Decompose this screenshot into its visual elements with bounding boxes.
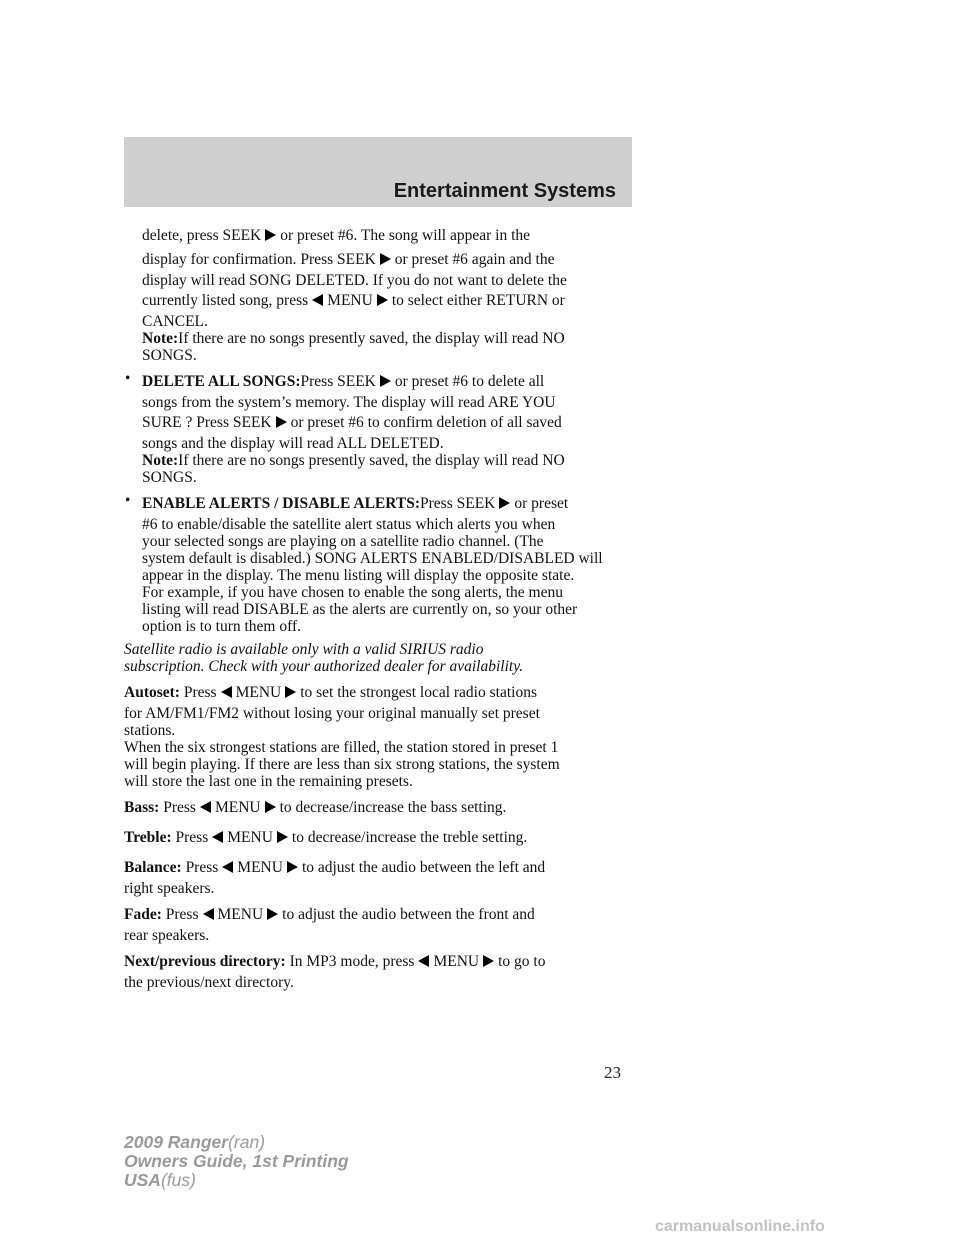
bullet-item-enable-alerts: • ENABLE ALERTS / DISABLE ALERTS:Press SEEK or preset #6 to enable/disable the satellite alert status which alerts you when your selected songs are playing on a satellite radio channel. (The system default is disabled.) SONG ALERTS ENABLED/DISABLED will appear in the display. The menu listing will display the opposite state. For example, if you have chosen to enable the song alerts, the menu listing will read DISABLE as the alerts are currently on, so your other option is to turn them off.	[125, 492, 603, 635]
delete-song-paragraph: delete, press SEEK or preset #6. The song will appear in the display for confirmation. Press SEEK or preset #6 again and the display will read SONG DELETED. If you do not want to delete the currently listed song, press MENU to select either RETURN or CANCEL. Note:If there are no songs presently saved, the display will read NO SONGS.	[124, 224, 634, 364]
menu-right-arrow-icon	[267, 908, 278, 920]
autoset-section: Autoset: Press MENU to set the strongest local radio stations for AM/FM1/FM2 without losing your original manually set preset stations. When the six strongest stations are filled, the station stored in preset 1 will begin playing. If there are less than six strong stations, the system will store the last one in the remaining presets.	[124, 684, 560, 790]
menu-left-arrow-icon	[418, 955, 429, 967]
menu-right-arrow-icon	[483, 955, 494, 967]
seek-right-arrow-icon	[276, 416, 287, 428]
next-previous-directory-section: Next/previous directory: In MP3 mode, press MENU to go to the previous/next directory.	[124, 953, 546, 991]
menu-right-arrow-icon	[265, 801, 276, 813]
page-number: 23	[604, 1063, 621, 1082]
menu-right-arrow-icon	[277, 831, 288, 843]
section-title: Entertainment Systems	[393, 180, 616, 202]
menu-left-arrow-icon	[203, 908, 214, 920]
fade-section: Fade: Press MENU to adjust the audio between the front and rear speakers.	[124, 906, 535, 944]
bass-section: Bass: Press MENU to decrease/increase the bass setting.	[124, 799, 507, 816]
satellite-availability-note: Satellite radio is available only with a valid SIRIUS radio subscription. Check with your authorized dealer for availability.	[124, 641, 524, 675]
seek-right-arrow-icon	[380, 375, 391, 387]
seek-right-arrow-icon	[499, 497, 510, 509]
menu-left-arrow-icon	[222, 861, 233, 873]
seek-right-arrow-icon	[265, 229, 276, 241]
page-content	[124, 224, 634, 997]
bullet-item-delete-all-songs: • DELETE ALL SONGS:Press SEEK or preset #6 to delete all songs from the system’s memory. The display will read ARE YOU SURE ? Press SEEK or preset #6 to confirm deletion of all saved songs and the display will read ALL DELETED. Note:If there are no songs presently saved, the display will read NO SONGS.	[124, 370, 634, 486]
menu-left-arrow-icon	[212, 831, 223, 843]
note: Note:If there are no songs presently saved, the display will read NO	[142, 330, 565, 347]
note: Note:If there are no songs presently saved, the display will read NO	[142, 452, 565, 469]
menu-left-arrow-icon	[312, 294, 323, 306]
menu-left-arrow-icon	[221, 686, 232, 698]
section-header	[124, 137, 632, 207]
menu-left-arrow-icon	[200, 801, 211, 813]
balance-section: Balance: Press MENU to adjust the audio between the left and right speakers.	[124, 859, 546, 897]
menu-right-arrow-icon	[287, 861, 298, 873]
menu-right-arrow-icon	[285, 686, 296, 698]
treble-section: Treble: Press MENU to decrease/increase the treble setting.	[124, 829, 528, 846]
watermark: carmanualsonline.info	[655, 1218, 825, 1235]
footer-print-info: 2009 Ranger(ran) Owners Guide, 1st Printing USA(fus)	[124, 1132, 349, 1190]
seek-right-arrow-icon	[380, 253, 391, 265]
menu-right-arrow-icon	[377, 294, 388, 306]
